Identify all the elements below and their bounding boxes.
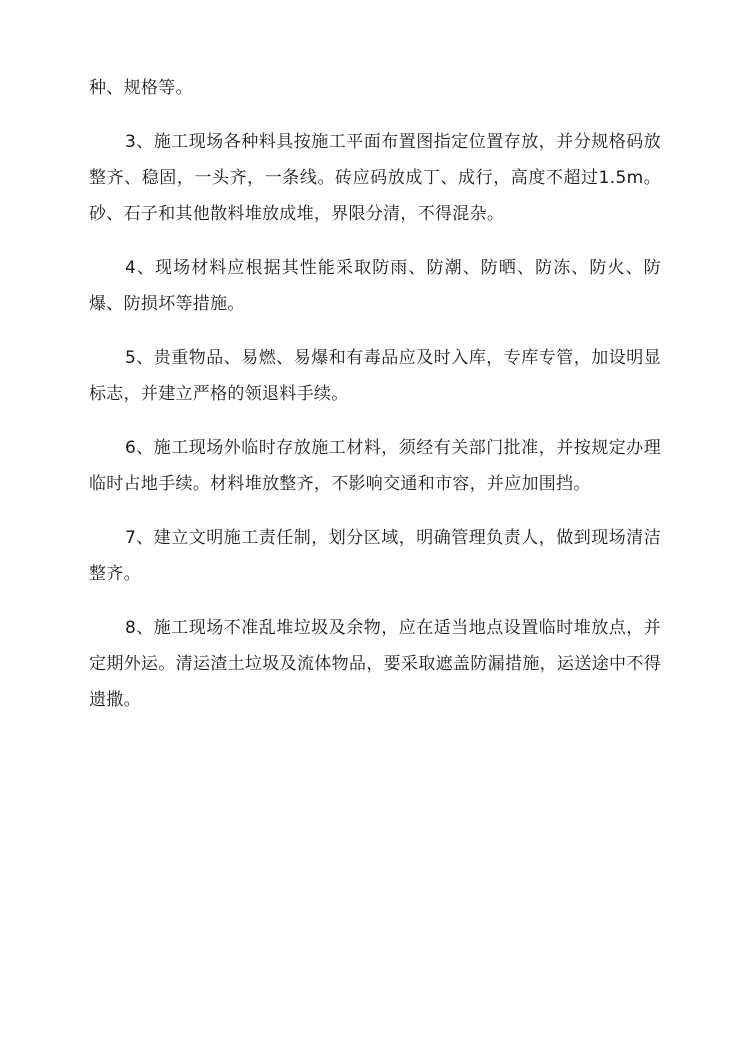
paragraph-continuation: 种、规格等。 bbox=[89, 78, 193, 98]
paragraph-item-4: 4、现场材料应根据其性能采取防雨、防潮、防晒、防冻、防火、防爆、防损坏等措施。 bbox=[89, 258, 661, 314]
paragraph-item-8: 8、施工现场不准乱堆垃圾及余物，应在适当地点设置临时堆放点，并定期外运。清运渣土垃圾及流体物品，要采取遮盖防漏措施，运送途中不得遗撒。 bbox=[89, 618, 661, 710]
document-body bbox=[89, 70, 661, 736]
paragraph-item-6: 6、施工现场外临时存放施工材料，须经有关部门批准，并按规定办理临时占地手续。材料堆放整齐，不影响交通和市容，并应加围挡。 bbox=[89, 438, 661, 494]
paragraph-item-3: 3、施工现场各种料具按施工平面布置图指定位置存放，并分规格码放整齐、稳固，一头齐，一条线。砖应码放成丁、成行，高度不超过1.5m。砂、石子和其他散料堆放成堆，界限分清，不得混杂。 bbox=[89, 132, 661, 224]
paragraph-item-5: 5、贵重物品、易燃、易爆和有毒品应及时入库，专库专管，加设明显标志，并建立严格的领退料手续。 bbox=[89, 348, 661, 404]
paragraph-item-7: 7、建立文明施工责任制，划分区域，明确管理负责人，做到现场清洁整齐。 bbox=[89, 528, 661, 584]
